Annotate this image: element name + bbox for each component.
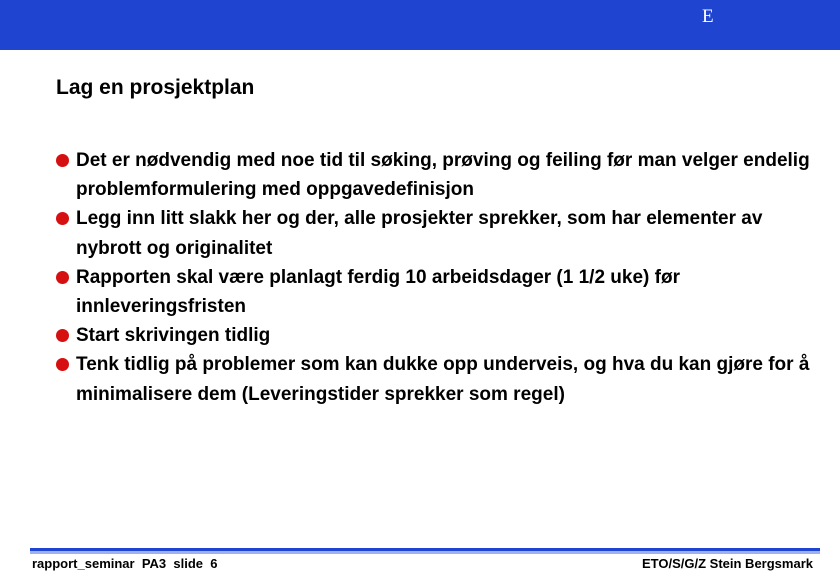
bullet-text: Legg inn litt slakk her og der, alle prosjekter sprekker, som har elementer av nybrott og originalitet	[76, 208, 763, 259]
footer-author: ETO/S/G/Z Stein Bergsmark	[642, 556, 813, 571]
header-mark: E	[702, 6, 714, 27]
bullet-item	[56, 263, 816, 321]
bullet-item	[56, 204, 816, 262]
bullet-dot-icon	[56, 154, 69, 167]
bullet-dot-icon	[56, 212, 69, 225]
bullet-list	[56, 146, 816, 409]
bullet-text: Rapporten skal være planlagt ferdig 10 arbeidsdager (1 1/2 uke) før innleveringsfristen	[76, 266, 680, 318]
footer-slide-label: rapport_seminar PA3 slide 6	[32, 556, 218, 571]
bullet-text: Tenk tidlig på problemer som kan dukke opp underveis, og hva du kan gjøre for å minimalisere dem (Leveringstider sprekker som regel)	[76, 354, 810, 405]
footer-rule-shadow	[30, 551, 820, 554]
bullet-item	[56, 146, 816, 204]
bullet-text: Start skrivingen tidlig	[76, 325, 271, 347]
slide-title: Lag en prosjektplan	[56, 76, 255, 99]
bullet-text: Det er nødvendig med noe tid til søking, prøving og feiling før man velger endelig problemformulering med oppgavedefinisjon	[76, 150, 810, 201]
bullet-dot-icon	[56, 271, 69, 284]
header-bar	[0, 0, 840, 50]
bullet-item	[56, 321, 816, 350]
bullet-dot-icon	[56, 329, 69, 342]
bullet-item	[56, 350, 816, 408]
bullet-dot-icon	[56, 358, 69, 371]
